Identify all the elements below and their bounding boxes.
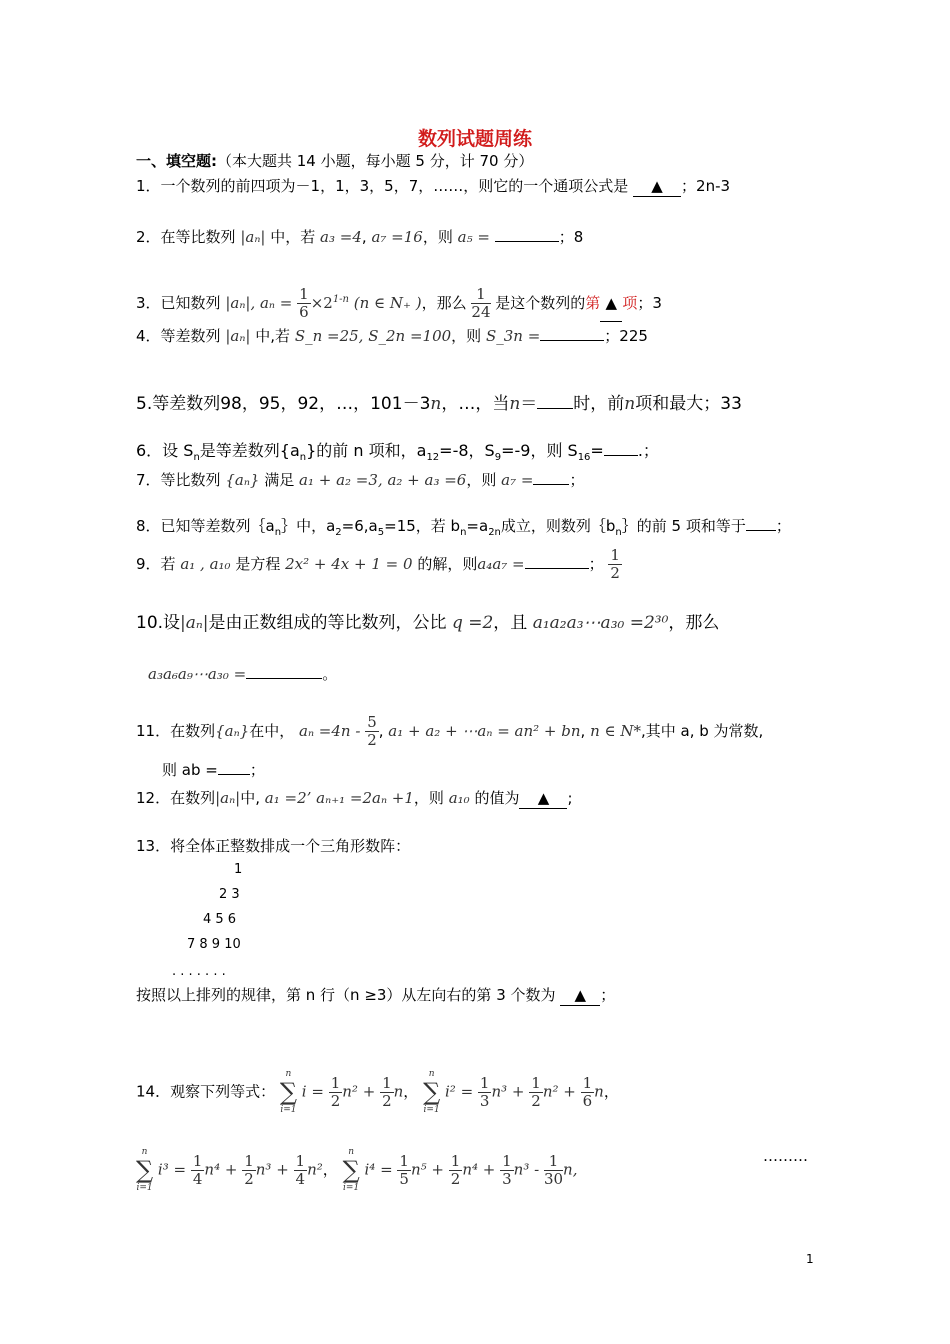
q11-tail: ,其中 a, b 为常数,	[641, 722, 764, 740]
q6-blank	[604, 455, 638, 456]
q5-mid: ，…，当	[441, 394, 510, 414]
q3-blank: ▲	[600, 285, 622, 322]
q14-eq-2-a: i² =	[444, 1082, 474, 1101]
q10-seq: |aₙ|	[180, 613, 209, 633]
q6-tail: .；	[637, 441, 659, 460]
question-11-line-2	[162, 760, 265, 780]
triangle-row-3: 4 5 6	[203, 912, 237, 927]
q9-eq: 2x² + 4x + 1 = 0	[285, 555, 413, 573]
q3-red1: 第	[585, 294, 601, 312]
page-number: 1	[806, 1252, 814, 1266]
question-4	[136, 326, 648, 346]
q8-t6: 成立，则数列｛b	[500, 517, 616, 535]
q14-sum-4: n ∑ i=1	[342, 1147, 360, 1193]
q9-mid2: 的解，则	[417, 555, 478, 573]
q4-mid: 中,若	[255, 327, 291, 345]
q11-mid: 在中，	[249, 722, 295, 740]
q8-t7: ｝的前 5 项和等于	[621, 517, 746, 535]
q11-f2: a₁ + a₂ + ⋯aₙ = an² + bn	[388, 722, 581, 740]
q8-tail: ；	[775, 517, 791, 535]
q2-a5: a₅ =	[457, 228, 490, 246]
q13-tail: ；	[600, 986, 616, 1004]
q1-blank: ▲	[633, 176, 681, 197]
q2-num: 2．在等比数列	[136, 228, 236, 246]
q14-dots: ………	[763, 1147, 808, 1165]
question-6	[136, 441, 659, 468]
q7-a7: a₇ =	[501, 471, 534, 489]
q7-cond: a₁ + a₂ =3, a₂ + a₃ =6	[299, 471, 467, 489]
triangle-row-1: 1	[234, 862, 243, 877]
question-10	[136, 613, 719, 633]
q3-mid: ，那么	[421, 294, 467, 312]
q2-blank	[495, 241, 559, 242]
q10-mid: 是由正数组成的等比数列，公比	[208, 613, 447, 633]
q11-frac-den: 2	[367, 731, 377, 749]
q12-seq: |aₙ|	[215, 789, 241, 807]
q7-ask: ，则	[466, 471, 497, 489]
q10-end: 。	[322, 665, 338, 683]
q11-line2: 则 ab =	[162, 761, 218, 779]
q9-answer-fraction	[608, 547, 622, 582]
q14-sum-3: n ∑ i=1	[136, 1147, 154, 1193]
q12-a10: a₁₀	[448, 789, 470, 807]
q6-a12: 12	[426, 452, 440, 464]
q11-end: ；	[249, 761, 265, 779]
q2-ask: ，则	[422, 228, 453, 246]
q3-coef-den: 6	[299, 303, 309, 321]
q14-eq-4-a: i⁴ =	[364, 1160, 393, 1179]
q11-frac-num: 5	[367, 713, 377, 731]
q13-text: 13．将全体正整数排成一个三角形数阵：	[136, 837, 411, 855]
q7-blank	[533, 484, 569, 485]
q5-mid2: ＝	[520, 394, 538, 414]
question-14: 14．观察下列等式： n ∑ i=1 i = $\frac{1}{2}$ n² + $\frac{1}{2}$ n， n ∑ i=1 i² = $\frac{1}{3}$ n³ + $\frac{1}{2}$ n² + $\frac{1}{6}$ n，	[136, 1069, 619, 1115]
q14-frac-1b: $\frac{1}{2}$	[382, 1073, 392, 1110]
q14-frac-4c: $\frac{1}{3}$	[502, 1151, 512, 1188]
q12-cond: a₁ =2’ aₙ₊₁ =2aₙ +1	[264, 789, 414, 807]
q4-answer: ；225	[604, 327, 648, 345]
question-13	[136, 836, 410, 856]
q4-blank	[540, 340, 604, 341]
q9-num: 9．若	[136, 555, 176, 573]
q4-seq: |aₙ|	[225, 327, 251, 345]
q7-mid: 满足	[264, 471, 295, 489]
q3-num: 3．已知数列	[136, 294, 221, 312]
q3-f-tail: (n ∈ N₊ )	[353, 294, 422, 312]
q10-num: 10.设	[136, 613, 181, 633]
q14-frac-4d: $\frac{1}{30}$	[543, 1151, 564, 1188]
q14-frac-2a: $\frac{1}{3}$	[479, 1073, 490, 1110]
question-5	[136, 394, 742, 414]
question-1	[136, 176, 730, 197]
q10-line2: a₃a₆a₉⋯a₃₀ =	[148, 665, 247, 683]
q8-text: 8．已知等差数列｛a	[136, 517, 275, 535]
q11-fraction	[365, 714, 379, 749]
q6-s16: 16	[577, 452, 591, 464]
section-header	[136, 151, 533, 171]
q1-text: 1．一个数列的前四项为－1，1，3，5，7，……，则它的一个通项公式是	[136, 177, 629, 195]
q3-after: 是这个数列的	[495, 294, 586, 312]
q7-tail: ；	[569, 471, 585, 489]
q3-red2: 项	[622, 294, 638, 312]
q3-answer: ；3	[637, 294, 662, 312]
q14-frac-2b: $\frac{1}{2}$	[531, 1073, 541, 1110]
q11-f3: n ∈ N*	[590, 722, 641, 740]
question-8: 8．已知等差数列$\{a_n\}$中，$a_2=6,a_5=15$，若 $b_n=a_{2n}$成立，则数列$\{b_n\}$的前 5 项和等于 ；	[136, 517, 791, 538]
q6-mid2: }的前 n 项和，a	[306, 441, 427, 460]
q12-mid: 中,	[240, 789, 261, 807]
q5-text: 5.等差数列98，95，92，…，101－3	[136, 394, 431, 414]
q9-vars: a₁ , a₁₀	[180, 555, 231, 573]
q5-n1: n	[430, 394, 442, 414]
q6-text: 6．设 S	[136, 441, 194, 460]
q5-blank	[537, 408, 573, 409]
q2-mid: 中，若	[270, 228, 316, 246]
q11-num: 11．在数列	[136, 722, 216, 740]
q6-v2: =-9，则 S	[501, 441, 578, 460]
q14-sum-2: n ∑ i=1	[423, 1069, 441, 1115]
q12-num: 12．在数列	[136, 789, 216, 807]
q9-blank	[525, 568, 589, 569]
question-3	[136, 282, 662, 322]
q1-answer: ；2n-3	[681, 177, 731, 195]
q8-t4: =15，若 b	[384, 517, 461, 535]
q4-s3n: S_3n =	[485, 327, 541, 345]
q10-prod: a₁a₂a₃⋯a₃₀ =2³⁰	[532, 613, 669, 633]
q11-seq: {aₙ}	[215, 722, 250, 740]
q12-tail: ;	[567, 789, 573, 807]
q2-answer: ；8	[558, 228, 584, 246]
section-note: （本大题共 14 小题，每小题 5 分，计 70 分）	[217, 152, 534, 170]
q9-tail: ；	[588, 555, 604, 573]
q12-after: 的值为	[474, 789, 520, 807]
q14-sum-1: n ∑ i=1	[279, 1069, 298, 1115]
q14-frac-4a: $\frac{1}{5}$	[399, 1151, 409, 1188]
question-12	[136, 788, 573, 809]
q9-prod: a₄a₇ =	[477, 555, 525, 573]
q3-seq: |aₙ|, aₙ =	[225, 294, 293, 312]
triangle-row-2: 2 3	[219, 887, 240, 902]
question-13-rule	[136, 985, 615, 1006]
q14-frac-3b: $\frac{1}{2}$	[244, 1151, 254, 1188]
q4-ask: ，则	[451, 327, 482, 345]
q13-rule: 按照以上排列的规律，第 n 行（n ≥3）从左向右的第 3 个数为	[136, 986, 556, 1004]
q5-after2: 项和最大；33	[635, 394, 742, 414]
q5-after: 时，前	[573, 394, 625, 414]
q3-fraction	[471, 286, 490, 321]
q14-frac-2c: $\frac{1}{6}$	[582, 1073, 593, 1110]
q8-blank	[746, 530, 776, 531]
q10-mid2: ，且	[493, 613, 528, 633]
q3-coef-num: 1	[299, 285, 309, 303]
q14-frac-3c: $\frac{1}{4}$	[295, 1151, 306, 1188]
triangle-row-4: 7 8 9 10	[187, 937, 241, 952]
q6-end: =	[590, 441, 604, 460]
q8-t2: ｝中，a	[281, 517, 336, 535]
q12-blank: ▲	[519, 788, 567, 809]
q5-n2: n	[509, 394, 521, 414]
q8-t5: =a	[466, 517, 489, 535]
question-2: 2．在等比数列 |aₙ| 中，若 a₃ =4, a₇ =16，则 a₅ = ；8	[136, 228, 584, 246]
q6-sub-n2: n	[299, 452, 307, 464]
q6-v1: =-8，S	[439, 441, 495, 460]
q2-a7: a₇ =16	[371, 228, 423, 246]
q12-ask: ，则	[413, 789, 444, 807]
q10-q: q =2	[451, 613, 494, 633]
q3-f-exp: 1-n	[332, 294, 349, 305]
q14-num: 14．观察下列等式：	[136, 1082, 276, 1101]
q8-t3: =6,a	[341, 517, 378, 535]
q11-f1: aₙ =4n -	[299, 722, 361, 740]
q14-eq-3-a: i³ =	[157, 1160, 187, 1179]
q3-f-rest: ×2	[310, 294, 333, 312]
question-9	[136, 546, 622, 582]
q14-frac-1a: $\frac{1}{2}$	[330, 1073, 341, 1110]
q11-blank	[218, 774, 250, 775]
q14-frac-3a: $\frac{1}{4}$	[192, 1151, 203, 1188]
q3-frac-den: 24	[471, 303, 491, 321]
question-7	[136, 470, 584, 490]
q2-a3: a₃ =4	[320, 228, 362, 246]
q9-frac-den: 2	[610, 564, 620, 582]
q10-tail: ，那么	[668, 613, 720, 633]
q14-frac-4b: $\frac{1}{2}$	[450, 1151, 461, 1188]
q14-eq-1-a: i =	[301, 1082, 324, 1101]
q7-seq: {aₙ}	[225, 471, 260, 489]
section-heading: 一、填空题:	[136, 152, 217, 170]
q2-seq: |aₙ|	[240, 228, 266, 246]
q6-sub-n: n	[193, 452, 200, 464]
question-11: 11．在数列{aₙ}在中， aₙ =4n - $\frac{5}{2}$ , a₁ + a₂ + ⋯aₙ = an² + bn, n ∈ N*,其中 a, b 为常数,	[136, 713, 764, 749]
triangle-dots: . . . . . . .	[172, 964, 226, 979]
q6-s9: 9	[494, 452, 502, 464]
q10-blank	[246, 678, 322, 679]
q5-n3: n	[624, 394, 636, 414]
q3-coef-fraction	[297, 286, 311, 321]
q9-frac-num: 1	[610, 546, 620, 564]
q6-mid: 是等差数列{a	[199, 441, 300, 460]
q13-blank: ▲	[560, 985, 600, 1006]
q3-frac-num: 1	[471, 286, 490, 304]
q7-num: 7．等比数列	[136, 471, 221, 489]
q4-num: 4．等差数列	[136, 327, 221, 345]
question-14-line-2: n ∑ i=1 i³ = $\frac{1}{4}$ n⁴ + $\frac{1}{2}$ n³ + $\frac{1}{4}$ n²， n ∑ i=1 i⁴ = $\frac{1}{5}$ n⁵ + $\frac{1}{2}$ n⁴ + $\frac{1}{3}$ n³ - $\frac{1}{30}$ n,	[136, 1147, 578, 1193]
page-title: 数列试题周练	[417, 128, 532, 150]
q9-mid: 是方程	[235, 555, 281, 573]
q4-cond: S_n =25, S_2n =100	[294, 327, 452, 345]
question-10-line-2	[148, 664, 337, 684]
